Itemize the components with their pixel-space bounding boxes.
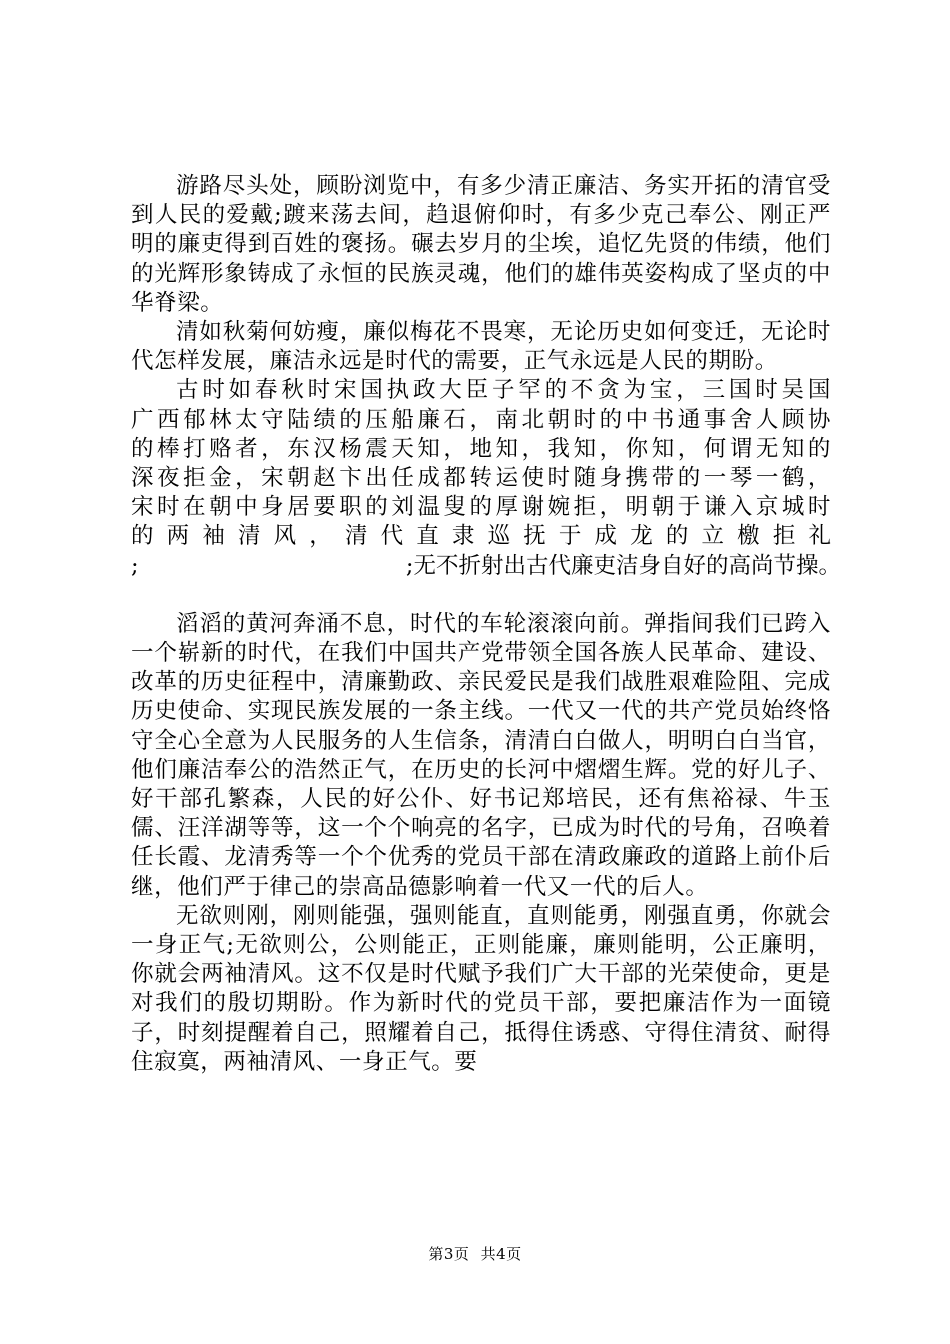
page-number: 第3页 bbox=[428, 1245, 470, 1263]
paragraph-3-line-4: 深夜拒金，宋朝赵卞出任成都转运使时随身携带的一琴一鹤， bbox=[131, 465, 831, 492]
paragraph-4: 滔滔的黄河奔涌不息，时代的车轮滚滚向前。弹指间我们已跨入一个崭新的时代，在我们中国共产党带领全国各族人民革命、建设、改革的历史征程中，清廉勤政、亲民爱民是我们战胜艰难险阻、完成历史使命、实现民族发展的一条主线。一代又一代的共产党员始终恪守全心全意为人民服务的人生信条，清清白白做人，明明白白当官，他们廉洁奉公的浩然正气，在历史的长河中熠熠生辉。党的好儿子、好干部孔繁森，人民的好公仆、好书记郑培民，还有焦裕禄、牛玉儒、汪洋湖等等，这一个个响亮的名字，已成为时代的号角，召唤着任长霞、龙清秀等一个个优秀的党员干部在清政廉政的道路上前仆后继，他们严于律己的崇高品德影响着一代又一代的后人。 bbox=[131, 610, 831, 900]
paragraph-2: 清如秋菊何妨瘦，廉似梅花不畏寒，无论历史如何变迁，无论时代怎样发展，廉洁永远是时代的需要，正气永远是人民的期盼。 bbox=[131, 319, 831, 375]
paragraph-3-line-3: 的棒打赂者，东汉杨震天知，地知，我知，你知，何谓无知的 bbox=[131, 435, 831, 462]
page-total: 共4页 bbox=[480, 1245, 522, 1263]
paragraph-3-line-5: 宋时在朝中身居要职的刘温叟的厚谢婉拒，明朝于谦入京城时 bbox=[131, 494, 831, 521]
paragraph-3-line-7 bbox=[131, 552, 841, 581]
paragraph-3-line-2: 广西郁林太守陆绩的压船廉石，南北朝时的中书通事舍人顾协 bbox=[131, 406, 831, 433]
paragraph-3-line-1: 古时如春秋时宋国执政大臣子罕的不贪为宝，三国时吴国 bbox=[176, 377, 831, 404]
paragraph-3 bbox=[131, 376, 841, 580]
paragraph-3-tail: ;无不折射出古代廉吏洁身自好的高尚节操。 bbox=[405, 552, 841, 579]
paragraph-3-semicolon: ; bbox=[131, 552, 140, 579]
paragraph-1: 游路尽头处，顾盼浏览中，有多少清正廉洁、务实开拓的清官受到人民的爱戴;踱来荡去间，趋退俯仰时，有多少克己奉公、刚正严明的廉吏得到百姓的褒扬。碾去岁月的尘埃，追忆先贤的伟绩，他们的光辉形象铸成了永恒的民族灵魂，他们的雄伟英姿构成了坚贞的中华脊梁。 bbox=[131, 173, 831, 316]
paragraph-5: 无欲则刚，刚则能强，强则能直，直则能勇，刚强直勇，你就会一身正气;无欲则公，公则能正，正则能廉，廉则能明，公正廉明，你就会两袖清风。这不仅是时代赋予我们广大干部的光荣使命，更是对我们的殷切期盼。作为新时代的党员干部，要把廉洁作为一面镜子，时刻提醒着自己，照耀着自己，抵得住诱惑、守得住清贫、耐得住寂寞，两袖清风、一身正气。要 bbox=[131, 902, 831, 1075]
page-footer bbox=[0, 1243, 950, 1264]
document-body bbox=[131, 172, 841, 1077]
paragraph-3-line-6: 的两袖清风，清代直隶巡抚于成龙的立檄拒礼 bbox=[131, 523, 831, 550]
